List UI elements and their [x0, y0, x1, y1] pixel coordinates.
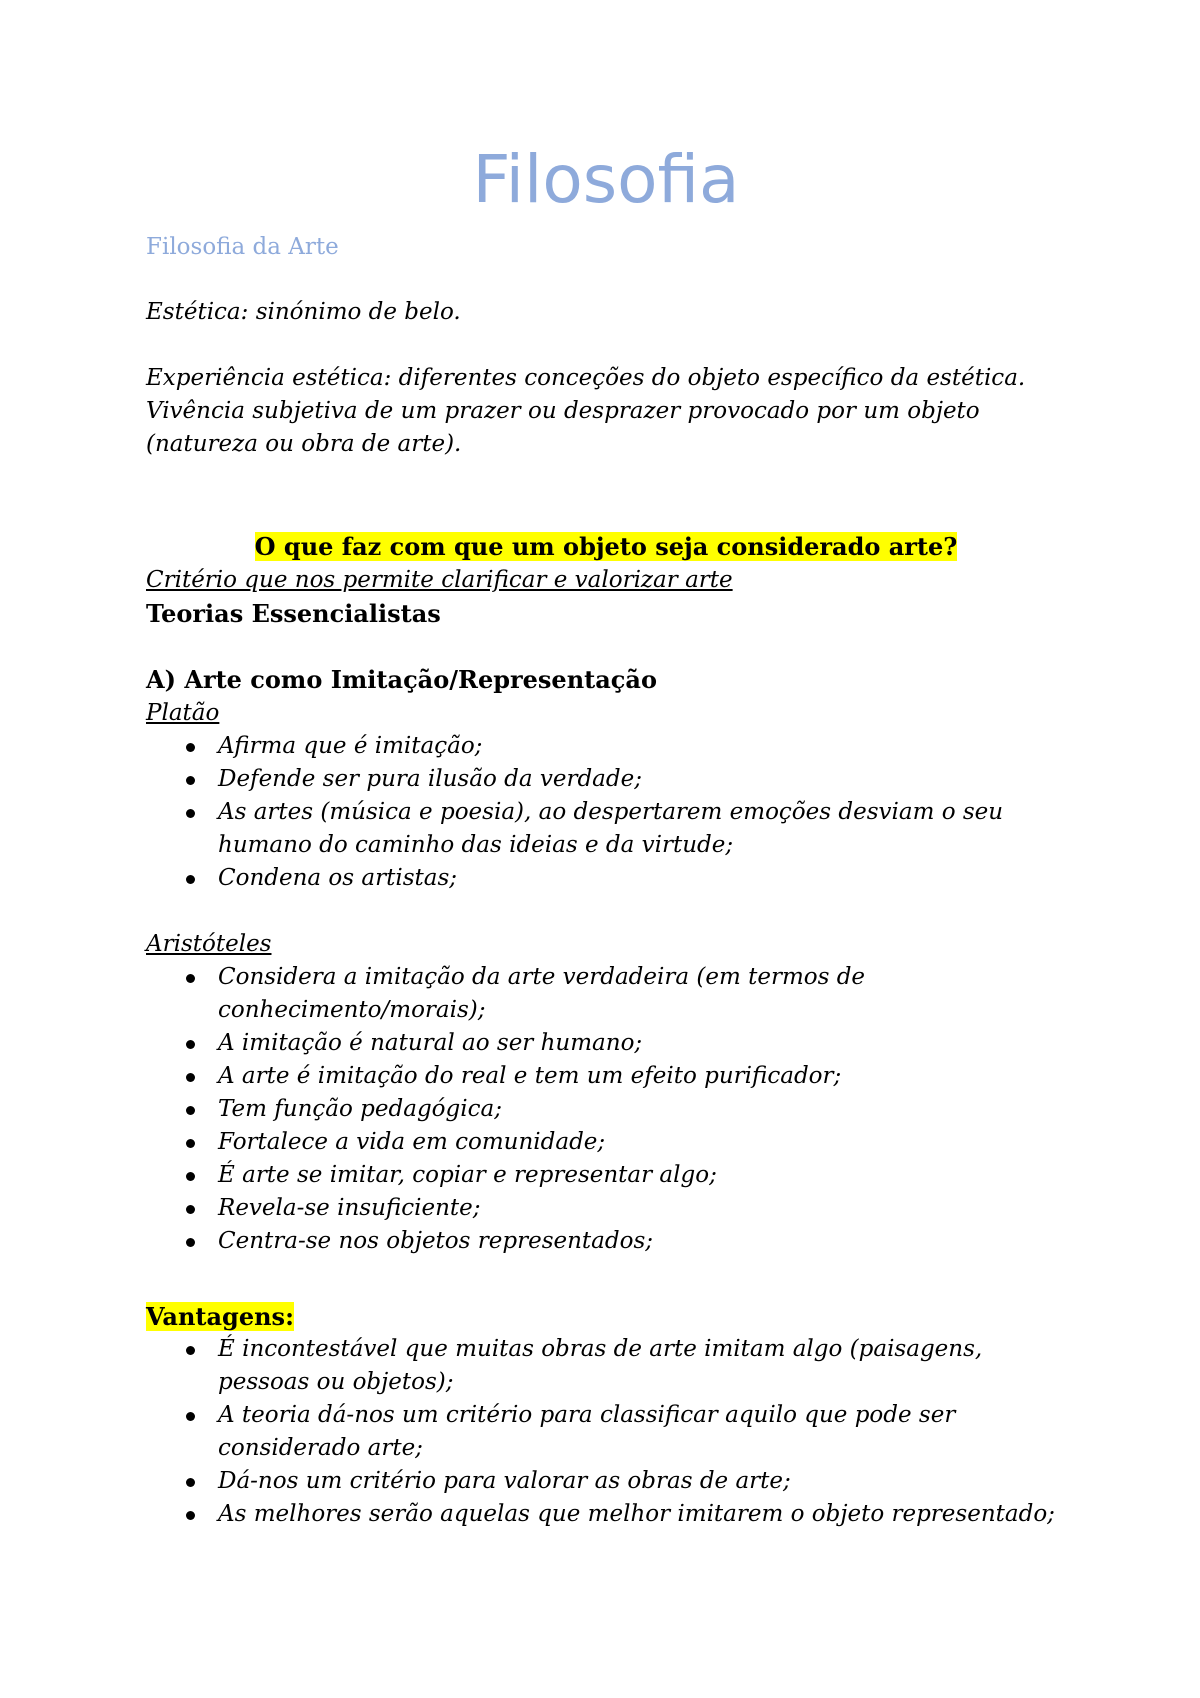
bullet-icon: [186, 1511, 195, 1520]
vantagens-label: Vantagens:: [146, 1302, 294, 1331]
experiencia-line-3: (natureza ou obra de arte).: [146, 431, 462, 457]
bullet-icon: [186, 1346, 195, 1355]
list-item: Considera a imitação da arte verdadeira (em termos de conhecimento/morais);: [146, 961, 1066, 1027]
estetica-text: Estética: sinónimo de belo.: [146, 299, 461, 325]
aristoteles-list: [146, 961, 1066, 1258]
bullet-icon: [186, 1205, 195, 1214]
list-item: Centra-se nos objetos representados;: [146, 1225, 1066, 1258]
list-item: A teoria dá-nos um critério para classificar aquilo que pode ser considerado arte;: [146, 1399, 1066, 1465]
aristoteles-label: Aristóteles: [146, 931, 272, 957]
vantagens-heading: [146, 1300, 294, 1333]
bullet-icon: [186, 875, 195, 884]
bullet-icon: [186, 1040, 195, 1049]
vantagens-list: [146, 1333, 1066, 1531]
platao-list: [146, 730, 1066, 895]
bullet-icon: [186, 1073, 195, 1082]
list-item: A arte é imitação do real e tem um efeito purificador;: [146, 1060, 1066, 1093]
bullet-icon: [186, 1478, 195, 1487]
bullet-icon: [186, 1412, 195, 1421]
document-title: Filosofia: [472, 141, 740, 218]
bullet-icon: [186, 1172, 195, 1181]
list-item: Condena os artistas;: [146, 862, 1066, 895]
bullet-icon: [186, 1139, 195, 1148]
list-item: Revela-se insuficiente;: [146, 1192, 1066, 1225]
bullet-icon: [186, 1238, 195, 1247]
criterio-text: Critério que nos permite clarificar e valorizar arte: [146, 567, 733, 593]
central-question-text: O que faz com que um objeto seja considerado arte?: [254, 532, 958, 561]
bullet-icon: [186, 1106, 195, 1115]
bullet-icon: [186, 809, 195, 818]
teorias-heading: Teorias Essencialistas: [146, 599, 441, 628]
experiencia-paragraph: [146, 362, 1066, 461]
experiencia-line-1: Experiência estética: diferentes conceções do objeto específico da estética.: [146, 365, 1026, 391]
list-item: Fortalece a vida em comunidade;: [146, 1126, 1066, 1159]
list-item: Defende ser pura ilusão da verdade;: [146, 763, 1066, 796]
list-item: É incontestável que muitas obras de arte imitam algo (paisagens, pessoas ou objetos);: [146, 1333, 1066, 1399]
list-item: Dá-nos um critério para valorar as obras de arte;: [146, 1465, 1066, 1498]
list-item: Tem função pedagógica;: [146, 1093, 1066, 1126]
list-item: Afirma que é imitação;: [146, 730, 1066, 763]
estetica-paragraph: [146, 296, 1066, 329]
bullet-icon: [186, 743, 195, 752]
bullet-icon: [186, 974, 195, 983]
central-question: [146, 530, 1066, 563]
list-item: A imitação é natural ao ser humano;: [146, 1027, 1066, 1060]
bullet-icon: [186, 776, 195, 785]
list-item: As artes (música e poesia), ao despertarem emoções desviam o seu humano do caminho das ideias e da virtude;: [146, 796, 1066, 862]
list-item: É arte se imitar, copiar e representar algo;: [146, 1159, 1066, 1192]
document-subtitle: Filosofia da Arte: [146, 234, 339, 260]
list-item: As melhores serão aquelas que melhor imitarem o objeto representado;: [146, 1498, 1066, 1531]
platao-label: Platão: [146, 700, 220, 726]
experiencia-line-2: Vivência subjetiva de um prazer ou desprazer provocado por um objeto: [146, 398, 980, 424]
section-a-heading: A) Arte como Imitação/Representação: [146, 665, 657, 694]
